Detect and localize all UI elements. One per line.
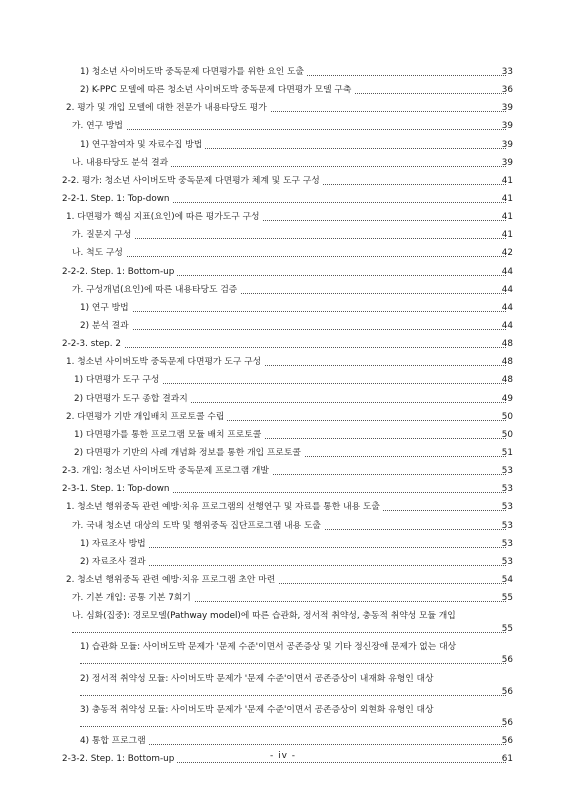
toc-entry-title: 1. 다면평가 핵심 지표(요인)에 따른 평가도구 구성	[66, 212, 263, 222]
toc-entry-page: 44	[501, 302, 513, 313]
toc-entry-page: 53	[501, 466, 513, 477]
toc-entry[interactable]	[0, 393, 566, 411]
toc-entry[interactable]	[0, 411, 566, 429]
toc-entry-page: 53	[501, 484, 513, 495]
toc-entry-page: 36	[501, 85, 513, 96]
toc-entry-title: 2) K-PPC 모델에 따른 청소년 사이버도박 중독문제 다면평가 모델 구축	[80, 85, 354, 95]
toc-entry-page: 44	[501, 266, 513, 277]
toc-entry-title: 나. 척도 구성	[72, 248, 126, 258]
toc-entry[interactable]	[0, 139, 566, 157]
toc-entry-title: 가. 국내 청소년 대상의 도박 및 행위중독 집단프로그램 내용 도출	[72, 521, 324, 531]
toc-entry-page: 41	[501, 212, 513, 223]
toc-entry[interactable]	[0, 673, 566, 704]
toc-entry-page: 41	[501, 193, 513, 204]
dot-leader	[80, 695, 506, 696]
toc-entry-title: 나. 내용타당도 분석 결과	[72, 158, 171, 168]
toc-entry-title: 2) 다면평가 기반의 사례 개념화 정보를 통한 개입 프로토콜	[74, 448, 304, 458]
toc-entry-title: 1) 연구참여자 및 자료수집 방법	[80, 140, 205, 150]
toc-entry[interactable]	[0, 374, 566, 392]
toc-entry-page: 42	[501, 248, 513, 259]
toc-entry[interactable]	[0, 157, 566, 175]
toc-entry[interactable]	[0, 229, 566, 247]
toc-entry-page: 39	[501, 121, 513, 132]
toc-entry-title: 1. 청소년 사이버도박 중독문제 다면평가 도구 구성	[66, 357, 264, 367]
toc-entry-title: 1) 자료조사 방법	[80, 539, 149, 549]
toc-entry-title: 2. 평가 및 개입 모델에 대한 전문가 내용타당도 평가	[66, 103, 270, 113]
toc-entry-title: 가. 연구 방법	[72, 121, 126, 131]
toc-entry[interactable]	[0, 641, 566, 672]
toc-entry[interactable]	[0, 284, 566, 302]
toc-entry-title: 2) 분석 결과	[80, 321, 132, 331]
toc-entry[interactable]	[0, 120, 566, 138]
toc-entry-title: 가. 기본 개입: 공통 기본 7회기	[72, 593, 194, 603]
toc-entry-page: 44	[501, 284, 513, 295]
toc-entry-title: 1) 연구 방법	[80, 303, 132, 313]
toc-entry-page: 50	[501, 411, 513, 422]
toc-entry-page: 50	[501, 429, 513, 440]
toc-entry-page: 39	[501, 157, 513, 168]
toc-entry-page: 61	[501, 754, 513, 765]
page-number-footer: - iv -	[269, 751, 297, 761]
toc-entry[interactable]	[0, 447, 566, 465]
dot-leader	[80, 726, 506, 727]
toc-entry-page: 44	[501, 320, 513, 331]
toc-entry[interactable]	[0, 102, 566, 120]
toc-entry[interactable]	[0, 302, 566, 320]
toc-entry[interactable]	[0, 610, 566, 641]
toc-entry[interactable]	[0, 84, 566, 102]
toc-entry-title: 1) 청소년 사이버도박 중독문제 다면평가를 위한 요인 도출	[80, 67, 307, 77]
toc-entry-page: 48	[501, 339, 513, 350]
toc-entry-title: 2) 정서적 취약성 모듈: 사이버도박 문제가 '문제 수준'이면서 공존증상이 내재화 유형인 대상	[80, 674, 437, 684]
toc-entry-page: 56	[501, 686, 513, 697]
toc-entry-title: 4) 통합 프로그램	[80, 736, 149, 746]
toc-entry-page: 56	[501, 735, 513, 746]
toc-entry-title: 가. 구성개념(요인)에 따른 내용타당도 검증	[72, 285, 240, 295]
toc-entry[interactable]	[0, 320, 566, 338]
dot-leader	[80, 663, 506, 664]
toc-entry-title: 3) 충동적 취약성 모듈: 사이버도박 문제가 '문제 수준'이면서 공존증상이 외현화 유형인 대상	[80, 705, 437, 715]
toc-entry-page: 51	[501, 447, 513, 458]
toc-entry[interactable]	[0, 556, 566, 574]
toc-entry[interactable]	[0, 193, 566, 211]
toc-entry-page: 39	[501, 103, 513, 114]
toc-entry-title: 1) 습관화 모듈: 사이버도박 문제가 '문제 수준'이면서 공존증상 및 기타 정신장애 문제가 없는 대상	[80, 642, 459, 652]
toc-entry-page: 48	[501, 375, 513, 386]
toc-entry[interactable]	[0, 66, 566, 84]
toc-entry[interactable]	[0, 483, 566, 501]
toc-entry[interactable]	[0, 501, 566, 519]
toc-entry-title: 2. 청소년 행위중독 관련 예방·치유 프로그램 초안 마련	[66, 575, 278, 585]
toc-entry-title: 2-2-3. step. 2	[62, 339, 124, 349]
toc-entry-page: 54	[501, 574, 513, 585]
toc-entry-title: 나. 심화(집중): 경로모델(Pathway model)에 따른 습관화, 정서적 취약성, 충동적 취약성 모듈 개입	[72, 611, 459, 621]
toc-entry[interactable]	[0, 247, 566, 265]
toc-entry[interactable]	[0, 211, 566, 229]
table-of-contents	[0, 66, 566, 771]
toc-entry-page: 56	[501, 717, 513, 728]
toc-entry-page: 53	[501, 520, 513, 531]
toc-entry-title: 1) 다면평가를 통한 프로그램 모듈 배치 프로토콜	[74, 430, 264, 440]
toc-entry-title: 2-3. 개입: 청소년 사이버도박 중독문제 프로그램 개발	[62, 466, 272, 476]
toc-entry[interactable]	[0, 356, 566, 374]
toc-entry-title: 2-2-1. Step. 1: Top-down	[62, 194, 172, 204]
toc-entry-title: 2-3-2. Step. 1: Bottom-up	[62, 754, 177, 764]
toc-entry-title: 2-2. 평가: 청소년 사이버도박 중독문제 다면평가 체계 및 도구 구성	[62, 176, 323, 186]
toc-entry-title: 1) 다면평가 도구 구성	[74, 375, 162, 385]
toc-entry[interactable]	[0, 704, 566, 735]
toc-entry-title: 2-2-2. Step. 1: Bottom-up	[62, 267, 177, 277]
toc-entry-title: 가. 질문지 구성	[72, 230, 134, 240]
toc-entry-title: 2) 자료조사 결과	[80, 557, 149, 567]
toc-entry[interactable]	[0, 175, 566, 193]
toc-entry-title: 2. 다면평가 기반 개입배치 프로토콜 수립	[66, 412, 227, 422]
toc-entry-page: 33	[501, 67, 513, 77]
toc-entry[interactable]	[0, 465, 566, 483]
toc-entry[interactable]	[0, 520, 566, 538]
toc-entry-page: 41	[501, 230, 513, 241]
toc-entry-page: 56	[501, 655, 513, 666]
toc-entry-page: 39	[501, 139, 513, 150]
toc-entry[interactable]	[0, 574, 566, 592]
toc-entry[interactable]	[0, 266, 566, 284]
toc-entry[interactable]	[0, 338, 566, 356]
toc-entry-page: 53	[501, 556, 513, 567]
toc-entry-title: 1. 청소년 행위중독 관련 예방·치유 프로그램의 선행연구 및 자료를 통한 내용 도출	[66, 502, 383, 512]
toc-entry-page: 41	[501, 175, 513, 186]
toc-entry-title: 2-3-1. Step. 1: Top-down	[62, 484, 172, 494]
toc-entry-page: 55	[501, 593, 513, 604]
toc-entry-page: 55	[501, 624, 513, 635]
toc-entry[interactable]	[0, 592, 566, 610]
toc-entry[interactable]	[0, 538, 566, 556]
toc-entry[interactable]	[0, 429, 566, 447]
dot-leader	[72, 632, 506, 633]
toc-entry-title: 2) 다면평가 도구 종합 결과지	[74, 394, 191, 404]
toc-entry-page: 48	[501, 357, 513, 368]
toc-entry-page: 49	[501, 393, 513, 404]
toc-entry-page: 53	[501, 538, 513, 549]
toc-entry-page: 53	[501, 502, 513, 513]
